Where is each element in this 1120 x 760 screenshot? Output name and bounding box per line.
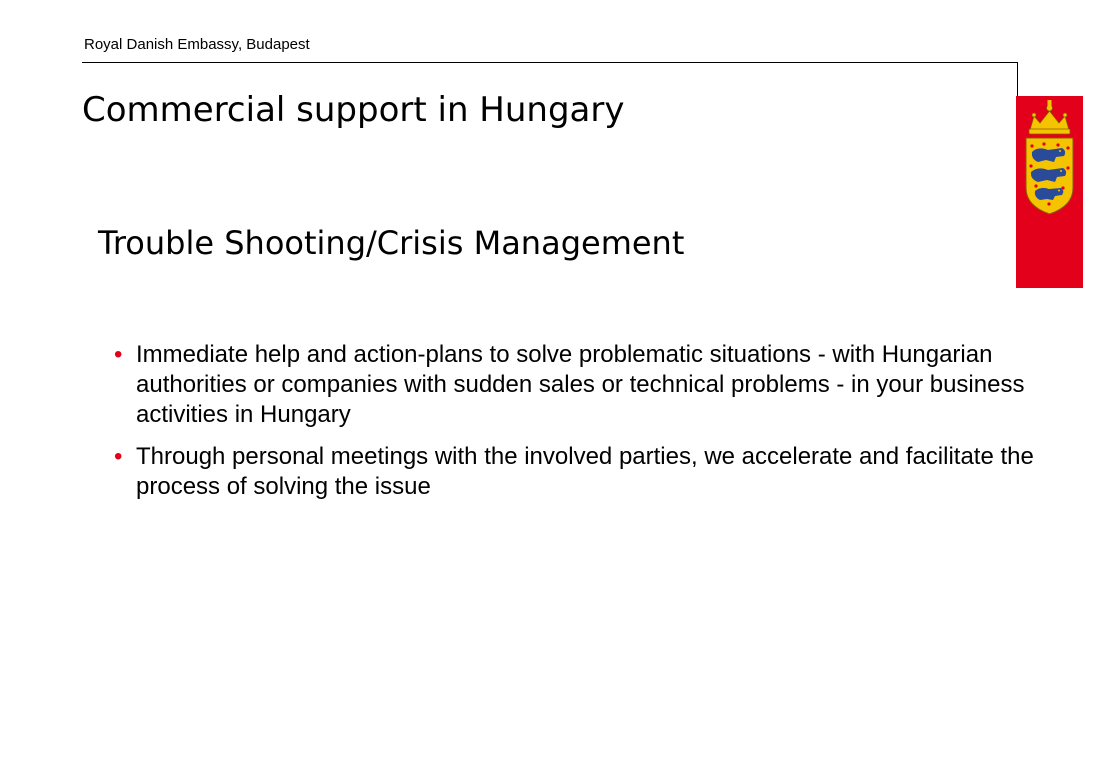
header-organization: Royal Danish Embassy, Budapest [84,36,310,53]
header-divider-vertical [1017,62,1018,96]
danish-royal-coat-of-arms-icon [1016,96,1083,288]
crest-panel [1016,96,1083,288]
bullet-text: Through personal meetings with the involved parties, we accelerate and facilitate the process of solving the issue [136,443,1034,500]
bullet-marker: • [114,341,123,368]
slide-title: Commercial support in Hungary [82,90,625,130]
bullet-marker: • [114,443,123,470]
header-divider [82,62,1018,63]
bullet-item [114,442,1034,502]
bullet-item [114,340,1034,430]
bullet-list [114,340,1034,514]
bullet-text: Immediate help and action-plans to solve problematic situations - with Hungarian authorities or companies with sudden sales or technical problems - in your business activities in Hungary [136,341,1025,428]
section-subtitle: Trouble Shooting/Crisis Management [98,224,685,262]
